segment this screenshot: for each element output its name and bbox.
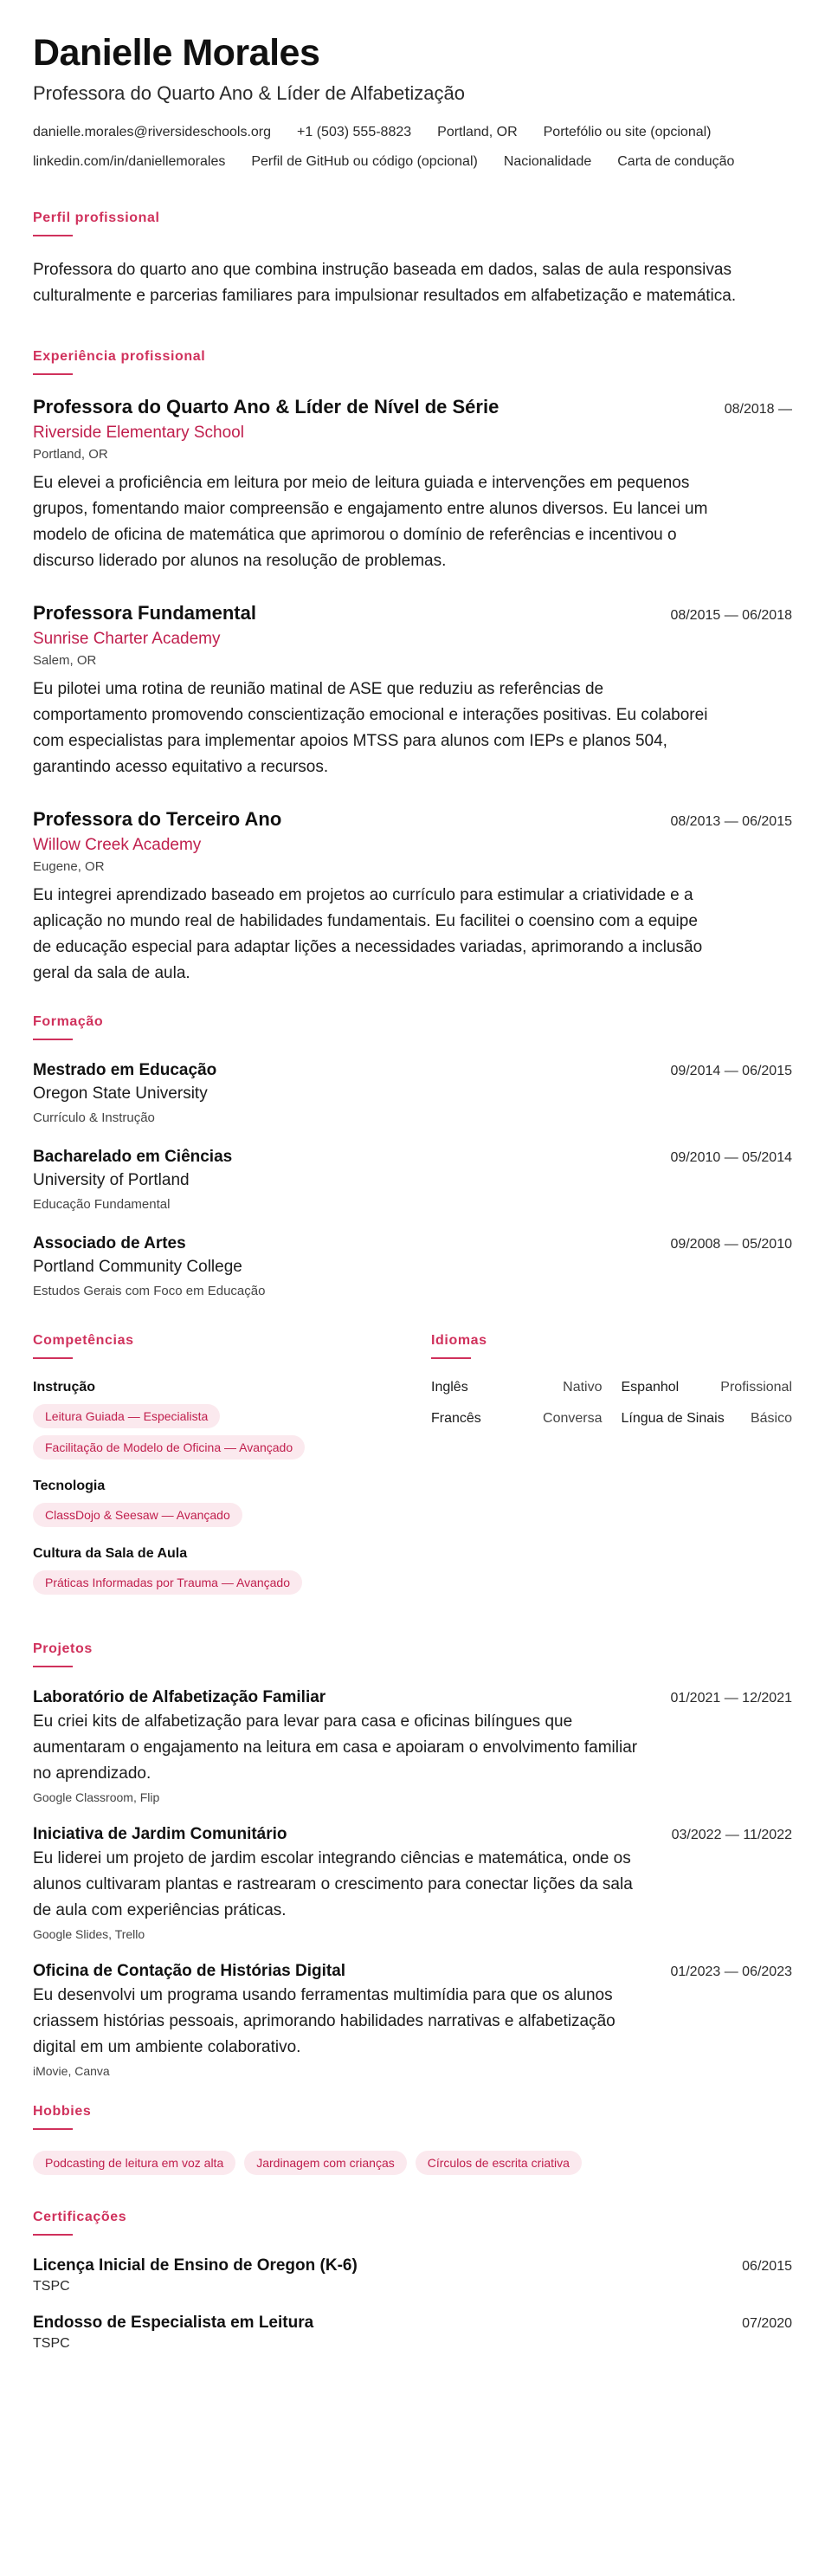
job-title: Professora Fundamental: [33, 602, 256, 625]
job-location: Salem, OR: [33, 653, 97, 669]
skills-section: [33, 1333, 431, 1614]
education-degree: Bacharelado em Ciências: [33, 1148, 233, 1167]
section-divider: [33, 373, 73, 375]
summary-section: [33, 210, 792, 309]
language-level: Conversa: [543, 1411, 603, 1427]
language-level: Nativo: [563, 1380, 603, 1395]
certification-date: 07/2020: [742, 2316, 792, 2332]
certification-entry: [33, 2314, 792, 2352]
job-title: Professora do Terceiro Ano: [33, 808, 282, 831]
education-area: Currículo & Instrução: [33, 1110, 155, 1126]
section-divider: [33, 235, 73, 236]
job-location: Portland, OR: [33, 447, 108, 463]
contact-github[interactable]: Perfil de GitHub ou código (opcional): [251, 154, 478, 170]
education-entry: [33, 1148, 792, 1212]
skill-chip: ClassDojo & Seesaw — Avançado: [33, 1503, 242, 1527]
job-description: Eu elevei a proficiência em leitura por meio de leitura guiada e intervenções em pequenos grupos, fomentando maior compreensão e engajamento entre alunos diversos. Eu lancei um modelo de oficina de matemática que aprimorou o domínio de referências e incentivou o discurso liderado por alunos na resolução de problemas.: [33, 474, 708, 571]
education-date: 09/2014 — 06/2015: [670, 1064, 792, 1079]
education-date: 09/2008 — 05/2010: [670, 1237, 792, 1252]
project-date: 01/2023 — 06/2023: [670, 1964, 792, 1980]
contact-linkedin[interactable]: linkedin.com/in/daniellemorales: [33, 154, 226, 170]
project-description: Eu desenvolvi um programa usando ferramentas multimídia para que os alunos criassem histórias pessoais, aprimorando habilidades narrativas e alfabetização digital em um ambiente colaborativo.: [33, 1986, 616, 2057]
contact-portfolio[interactable]: Portefólio ou site (opcional): [543, 125, 712, 140]
certification-entry: [33, 2256, 792, 2294]
certification-title: Licença Inicial de Ensino de Oregon (K-6): [33, 2256, 358, 2275]
contact-email[interactable]: danielle.morales@riversideschools.org: [33, 125, 272, 140]
education-degree: Mestrado em Educação: [33, 1061, 217, 1080]
language-name: Inglês: [431, 1380, 468, 1395]
education-entry: [33, 1234, 792, 1298]
job-description: Eu integrei aprendizado baseado em projetos ao currículo para estimular a criatividade e a aplicação no mundo real de habilidades fundamentais. Eu facilitei o coensino com a equipe de educação especial para adaptar lições a necessidades variadas, aprimorando a inclusão geral da sala de aula.: [33, 886, 703, 983]
job-company: Riverside Elementary School: [33, 424, 244, 443]
section-divider: [33, 2128, 73, 2130]
contact-location: Portland, OR: [437, 125, 518, 140]
skill-group: [33, 1546, 431, 1595]
section-title: Competências: [33, 1333, 134, 1349]
education-entry: [33, 1061, 792, 1125]
education-section: [33, 1014, 792, 1298]
job-location: Eugene, OR: [33, 859, 105, 875]
skill-chip: Práticas Informadas por Trauma — Avançado: [33, 1570, 302, 1595]
resume-header: [33, 33, 792, 171]
section-divider: [33, 1039, 73, 1040]
contact-phone[interactable]: +1 (503) 555-8823: [297, 125, 412, 140]
skills-languages-row: [33, 1333, 792, 1614]
certification-title: Endosso de Especialista em Leitura: [33, 2314, 314, 2333]
project-entry: [33, 1825, 792, 1941]
certification-issuer: TSPC: [33, 2279, 70, 2294]
section-divider: [33, 2234, 73, 2236]
section-title: Experiência profissional: [33, 349, 206, 365]
project-tech: Google Slides, Trello: [33, 1927, 145, 1942]
skill-chip: Facilitação de Modelo de Oficina — Avançado: [33, 1435, 305, 1460]
job-date: 08/2013 — 06/2015: [670, 814, 792, 830]
section-title: Formação: [33, 1014, 104, 1030]
education-school: University of Portland: [33, 1171, 190, 1190]
summary-text: Professora do quarto ano que combina instrução baseada em dados, salas de aula responsivas culturalmente e parcerias familiares para impulsionar resultados em alfabetização e matemática.: [33, 261, 737, 306]
job-company: Sunrise Charter Academy: [33, 630, 221, 649]
language-item: [622, 1411, 793, 1427]
experience-section: [33, 349, 792, 987]
contact-nationality: Nacionalidade: [503, 154, 592, 170]
job-title: Professora do Quarto Ano & Líder de Nível de Série: [33, 396, 500, 418]
education-degree: Associado de Artes: [33, 1234, 186, 1253]
project-title: Iniciativa de Jardim Comunitário: [33, 1825, 287, 1844]
contact-driving-license: Carta de condução: [617, 154, 735, 170]
job-company: Willow Creek Academy: [33, 836, 202, 855]
section-title: Projetos: [33, 1641, 93, 1657]
skill-group-name: Cultura da Sala de Aula: [33, 1546, 188, 1562]
education-area: Estudos Gerais com Foco em Educação: [33, 1284, 266, 1299]
project-date: 01/2021 — 12/2021: [670, 1691, 792, 1706]
language-item: [431, 1380, 603, 1395]
contact-list: [33, 124, 792, 171]
skill-group: [33, 1479, 431, 1527]
job-description: Eu pilotei uma rotina de reunião matinal de ASE que reduziu as referências de comportamento promovendo conscientização emocional e interações positivas. Eu colaborei com especialistas para implementar apoios MTSS para alunos com IEPs e planos 504, garantindo acesso equitativo a recursos.: [33, 680, 708, 777]
hobby-chip: Podcasting de leitura em voz alta: [33, 2151, 235, 2175]
skill-group-name: Tecnologia: [33, 1479, 106, 1494]
project-date: 03/2022 — 11/2022: [671, 1828, 792, 1843]
languages-section: [431, 1333, 792, 1614]
language-name: Espanhol: [621, 1380, 680, 1395]
hobby-chip: Círculos de escrita criativa: [416, 2151, 582, 2175]
project-entry: [33, 1962, 792, 2078]
language-item: [622, 1380, 793, 1395]
section-divider: [33, 1357, 73, 1359]
language-level: Profissional: [720, 1380, 792, 1395]
section-title: Idiomas: [431, 1333, 487, 1349]
certification-issuer: TSPC: [33, 2336, 70, 2352]
skill-group: [33, 1380, 431, 1460]
project-title: Oficina de Contação de Histórias Digital: [33, 1962, 346, 1981]
education-school: Portland Community College: [33, 1258, 242, 1277]
education-school: Oregon State University: [33, 1084, 208, 1104]
language-level: Básico: [750, 1411, 792, 1427]
language-name: Francês: [431, 1411, 481, 1427]
project-tech: Google Classroom, Flip: [33, 1790, 160, 1805]
project-title: Laboratório de Alfabetização Familiar: [33, 1688, 326, 1707]
job-date: 08/2018 —: [724, 402, 792, 417]
language-item: [431, 1411, 603, 1427]
job-entry: [33, 396, 792, 574]
project-entry: [33, 1688, 792, 1804]
language-name: Língua de Sinais: [621, 1411, 725, 1427]
certification-date: 06/2015: [742, 2259, 792, 2275]
section-divider: [431, 1357, 471, 1359]
skill-chip: Leitura Guiada — Especialista: [33, 1404, 220, 1428]
project-description: Eu criei kits de alfabetização para levar para casa e oficinas bilíngues que aumentaram o engajamento na leitura em casa e apoiaram o envolvimento familiar no aprendizado.: [33, 1712, 638, 1783]
candidate-name: Danielle Morales: [33, 32, 320, 74]
projects-section: [33, 1641, 792, 2078]
project-tech: iMovie, Canva: [33, 2064, 110, 2079]
candidate-headline: Professora do Quarto Ano & Líder de Alfabetização: [33, 82, 465, 105]
section-title: Hobbies: [33, 2104, 92, 2120]
project-description: Eu liderei um projeto de jardim escolar integrando ciências e matemática, onde os alunos cultivaram plantas e rastrearam o crescimento para conectar lições da sala de aula com experiências práticas.: [33, 1849, 633, 1920]
job-entry: [33, 602, 792, 780]
job-entry: [33, 808, 792, 987]
hobbies-section: [33, 2104, 792, 2175]
hobby-chip: Jardinagem com crianças: [244, 2151, 407, 2175]
section-divider: [33, 1666, 73, 1667]
education-date: 09/2010 — 05/2014: [670, 1150, 792, 1166]
certifications-section: [33, 2210, 792, 2352]
skill-group-name: Instrução: [33, 1380, 96, 1395]
section-title: Perfil profissional: [33, 210, 160, 226]
section-title: Certificações: [33, 2210, 127, 2225]
education-area: Educação Fundamental: [33, 1197, 171, 1213]
job-date: 08/2015 — 06/2018: [670, 608, 792, 624]
